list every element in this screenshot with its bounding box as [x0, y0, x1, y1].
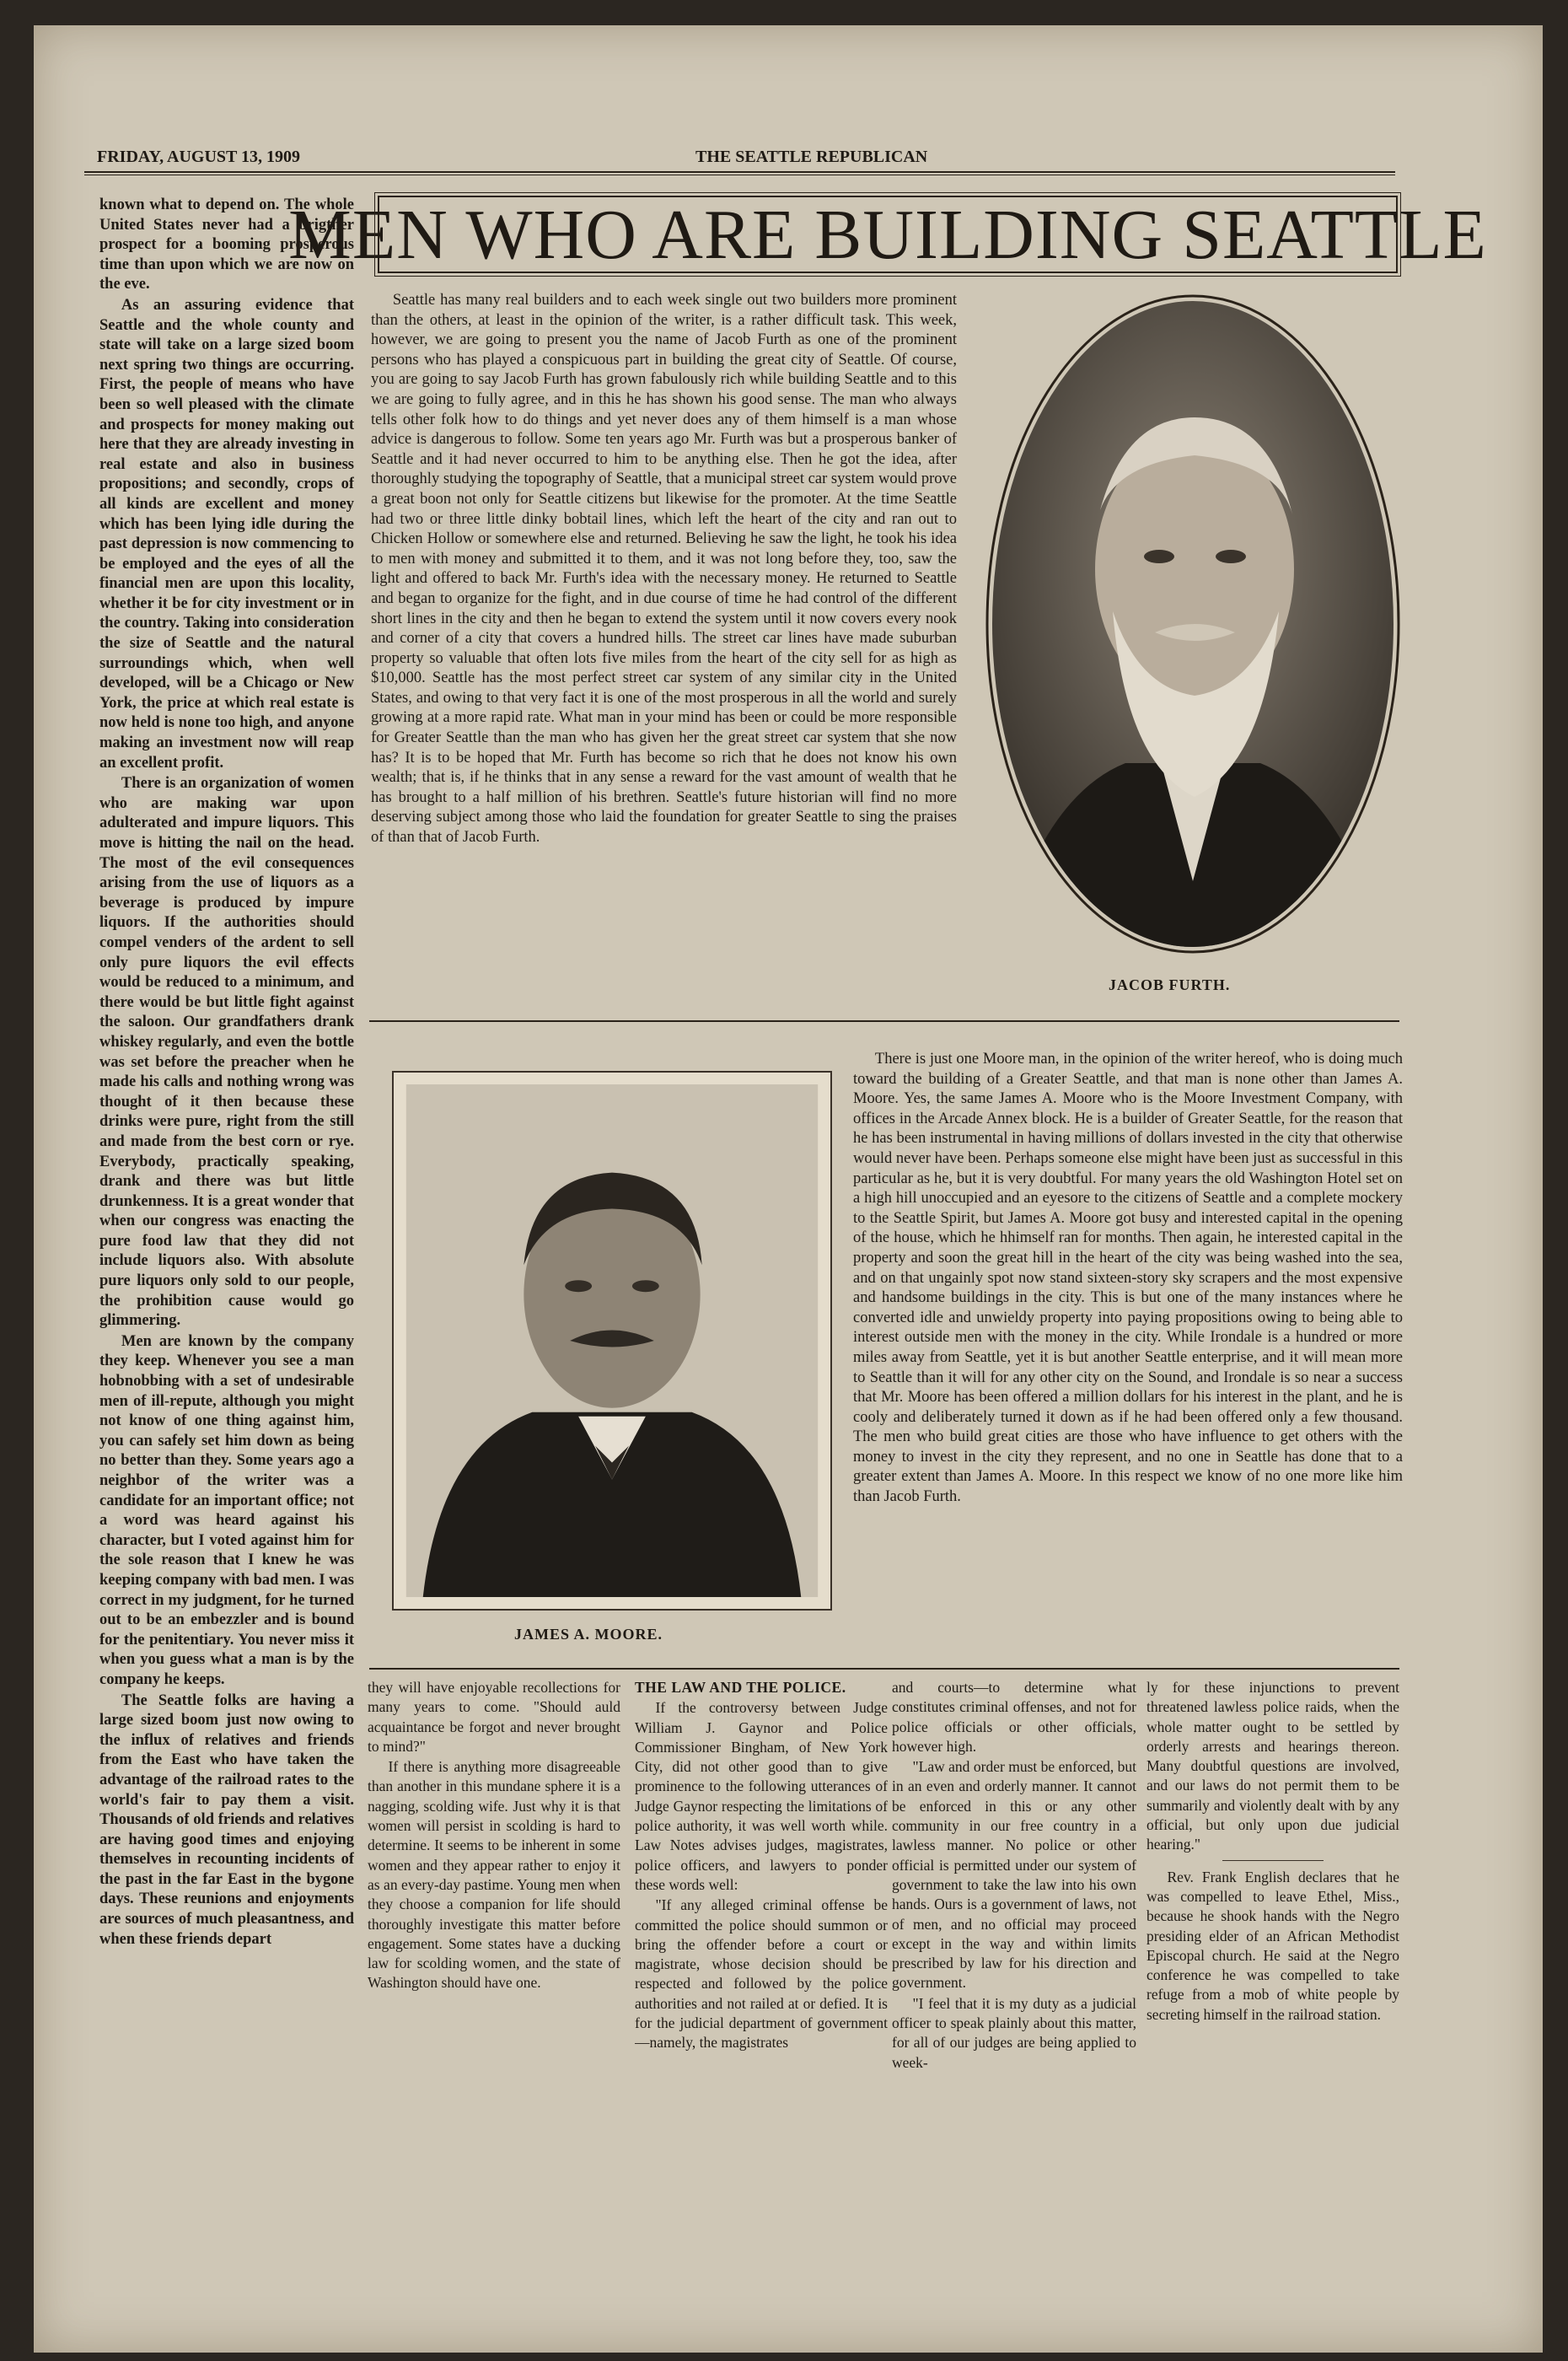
paragraph: As an assuring evidence that Seattle and the whole county and state will take on a large sized boom next spring two things are occurring. First, the people of means who have been so well pleased with the climate and prospects for money making out here that they are already investing in real estate and also in business propositions; and secondly, crops of all kinds are excellent and money which has been lying idle during the past depression is now commencing to be employed and the eyes of all the financial men are upon this locality, whether it be for city investment or in the country. Taking into consideration the size of Seattle and the natural surroundings which, when well developed, will be a Chicago or New York, the price at which real estate is now held is none too high, and anyone making an investment now will reap an excellent profit. [99, 296, 354, 772]
paragraph: There is an organization of women who are making war upon adulterated and impure liquors. This move is hitting the nail on the head. The most of the evil consequences arising from the use of liquors as a beverage is produced by impure liquors. If the authorities should compel venders of the ardent to sell only pure liquors the evil effects would be reduced to a minimum, and there would be but little fight against the saloon. Our grandfathers drank whiskey regularly, and even the bottle was set before the preacher when he made his calls and nothing wrong was thought of it then because these drinks were pure, right from the still and made from the best corn or rye. Everybody, practically speaking, drank and there was but little drunkenness. It is a great wonder that when our congress was enacting the pure food law that they did not include liquors also. With absolute pure liquors only sold to our people, the prohibition cause would go glimmering. [99, 775, 354, 1330]
header-rule [84, 171, 1395, 175]
short-divider [1222, 1860, 1324, 1861]
paragraph: known what to depend on. The whole United States never had a brigther prospect for a booming prosperous time than upon which we are now on the eve. [99, 196, 354, 293]
headline: MEN WHO ARE BUILDING SEATTLE [288, 195, 1487, 274]
law-and-police-title: THE LAW AND THE POLICE. [635, 1679, 846, 1696]
paragraph: If the controversy between Judge William J. Gaynor and Police Commissioner Bingham, of New York City, did not other good than to give prominence to the following utterances of Judge Gaynor respecting the limitations of police authority, it was well worth while. Law Notes advises judges, magistrates, police officers, and lawyers to ponder these words well: [635, 1699, 888, 1893]
moore-article [853, 1050, 1403, 1648]
paragraph: If there is anything more disagreeable than another in this mundane sphere it is a nagging, scolding wife. Just why it is that women will persist in scolding is hard to determine. It seems to be inherent in some women and they appear rather to enjoy it as an every-day pastime. Young men when they choose a companion for life should thoroughly investigate this matter before engagement. Some states have a ducking law for scolding women, and the state of Washington should have one. [368, 1758, 620, 1992]
paragraph: and courts—to determine what constitutes criminal offenses, and not for police officials or other officials, however high. [892, 1679, 1136, 1755]
paragraph: "Law and order must be enforced, but in an even and orderly manner. It cannot be enforced in this or any other community in our free country in a lawless manner. No police or other official is permitted under our system of government to take the law into his own hands. Ours is a government of laws, not of men, and no official may proceed except in the way and within limits prescribed by law for his direction and government. [892, 1758, 1136, 1992]
headline-box [288, 195, 1487, 274]
furth-caption: JACOB FURTH. [1109, 976, 1231, 993]
publication-name: THE SEATTLE REPUBLICAN [695, 148, 928, 166]
moore-caption: JAMES A. MOORE. [514, 1626, 663, 1643]
james-moore-portrait [405, 1084, 819, 1597]
jacob-furth-portrait [982, 291, 1404, 957]
lower-column-1 [368, 1678, 620, 2133]
section-rule [369, 1668, 1399, 1670]
left-column [99, 196, 354, 2135]
lower-column-4 [1146, 1678, 1399, 2133]
paragraph: Men are known by the company they keep. Whenever you see a man hobnobbing with a set of undesirable men of ill-repute, although you might not know of one thing against him, you can safely set him down as being no better than they. Some years ago a neighbor of the writer was a candidate for an important office; not a word was heard against his character, but I voted against him for the sole reason that I knew he was keeping company with bad men. I was correct in my judgment, for he turned out to be an embezzler and is bound for the penitentiary. You never miss it when you guess what a man is by the company he keeps. [99, 1332, 354, 1688]
paragraph: "If any alleged criminal offense be committed the police should summon or bring the offender before a court or magistrate, whose decision should be respected and followed by the police authorities and not railed at or defied. It is for the judicial department of government—namely, the magistrates [635, 1896, 888, 2052]
paragraph: they will have enjoyable recollections for many years to come. "Should auld acquaintance be forgot and never brought to mind?" [368, 1679, 620, 1755]
issue-date: FRIDAY, AUGUST 13, 1909 [97, 148, 300, 166]
paragraph: Seattle has many real builders and to each week single out two builders more prominent than the others, at least in the opinion of the writer, is a rather difficult task. This week, however, we are going to present you the name of Jacob Furth as one of the prominent persons who has played a conspicuous part in building the great city of Seattle. Of course, you are going to say Jacob Furth has grown fabulously rich while building Seattle and to this we are going to fully agree, and in this he has shown his good sense. The man who always tells other folk how to do things and yet never does any of them himself is a man whose advice is dangerous to follow. Some ten years ago Mr. Furth was but a prosperous banker of Seattle and it had never occurred to him to be anything else. Then he got the idea, after thoroughly studying the topography of Seattle, that a municipal street car system would prove a great boon not only for Seattle citizens but likewise for the promoter. At the time Seattle had two or three little dinky bobtail lines, which left the heart of the city and ran out to Chicken Hollow or somewhere else and returned. Believing he saw the light, he took his idea to men with money and submitted it to them, and it was not long before they, too, saw the light and offered to back Mr. Furth's idea with the necessary money. He returned to Seattle and began to organize for the fight, and in due course of time he had control of the different short lines in the city and then he began to extend the system until it now covers every nook and corner of a city that covers a hundred hills. The street car lines have made suburban property so valuable that often lots five miles from the heart of the city sell for as high as $10,000. Seattle has the most perfect street car system of any similar city in the United States, and owing to that very fact it is one of the most prosperous in all the world and surely growing at a more rapid rate. What man in your mind has been or could be more responsible for Greater Seattle than the man who has given her the great street car system that she now has? It is to be hoped that Mr. Furth has become so rich that he does not know his own wealth; that is, if he thinks that in any sense a reward for the vast amount of wealth that he has brought to a half million of his brethren. Seattle's future historian will find no more deserving subject among those who laid the foundation for greater Seattle to sing the praises of than that of Jacob Furth. [371, 292, 957, 847]
lower-column-2 [635, 1678, 888, 2133]
paragraph: Rev. Frank English declares that he was compelled to leave Ethel, Miss., because he shook hands with the Negro presiding elder of an African Methodist Episcopal church. He said at the Negro conference he was compelled to take refuge from a mob of white people by secreting himself in the railroad station. [1146, 1868, 1399, 2023]
paragraph: The Seattle folks are having a large sized boom just now owing to the influx of relatives and friends from the East who have taken the advantage of the railroad rates to the world's fair to pay them a visit. Thousands of old friends and relatives are having good times and enjoying themselves in recounting incidents of the past in the far East in the bygone days. These reunions and enjoyments are sources of much pleasantness, and when these friends depart [99, 1691, 354, 1948]
lower-column-3 [892, 1678, 1136, 2133]
section-rule [369, 1020, 1399, 1022]
furth-article [371, 291, 957, 1008]
moore-photo-frame [392, 1071, 832, 1611]
paragraph: ly for these injunctions to prevent threatened lawless police raids, when the whole matter ought to be settled by orderly arrests and hearings thereon. Many doubtful questions are involved, and our laws do not permit them to be summarily and violently dealt with by any official, but only upon due judicial hearing." [1146, 1679, 1399, 1853]
paragraph: There is just one Moore man, in the opinion of the writer hereof, who is doing much toward the building of a Greater Seattle, and that man is none other than James A. Moore. Yes, the same James A. Moore who is the Moore Investment Company, with offices in the Arcade Annex block. He is a builder of Greater Seattle, for the reason that he has been instrumental in having millions of dollars invested in the city that otherwise would never have been. Perhaps someone else might have been just as successful in this particular as he, but it is very doubtful. For many years the old Washington Hotel set on a high hill unoccupied and an eyesore to the citizens of Seattle and a complete mockery to the Seattle Spirit, but James A. Moore got busy and interested capital in the opening of the house, which he hhimself ran for months. Then again, he interested capital in the property and soon the great hill in the heart of the city was being washed into the sea, and on that ungainly spot now stand sixteen-story sky scrapers and the most expensive and handsome buildings in the city. This is but one of the many instances where he converted idle and unwieldy property into paying propositions owing to being able to interest outside men with the money in the city. While Irondale is a hundred or more miles away from Seattle, yet it is but another Seattle enterprise, and it will mean more to Seattle than it will for any other city on the Sound, and Irondale is so near a success that Mr. Moore has been offered a million dollars for his interest in the plant, and he is cooly and deliberately turned it down as if he had been offered only a few thousand. The men who build great cities are those who have influence to get others with the money to invest in the city they represent, and no one in Seattle has done that to a greater extent than James A. Moore. In this respect we know of no one more like him than Jacob Furth. [853, 1051, 1403, 1506]
paragraph: "I feel that it is my duty as a judicial officer to speak plainly about this matter, for all of our judges are being applied to week- [892, 1994, 1136, 2071]
page-header [55, 148, 1412, 173]
